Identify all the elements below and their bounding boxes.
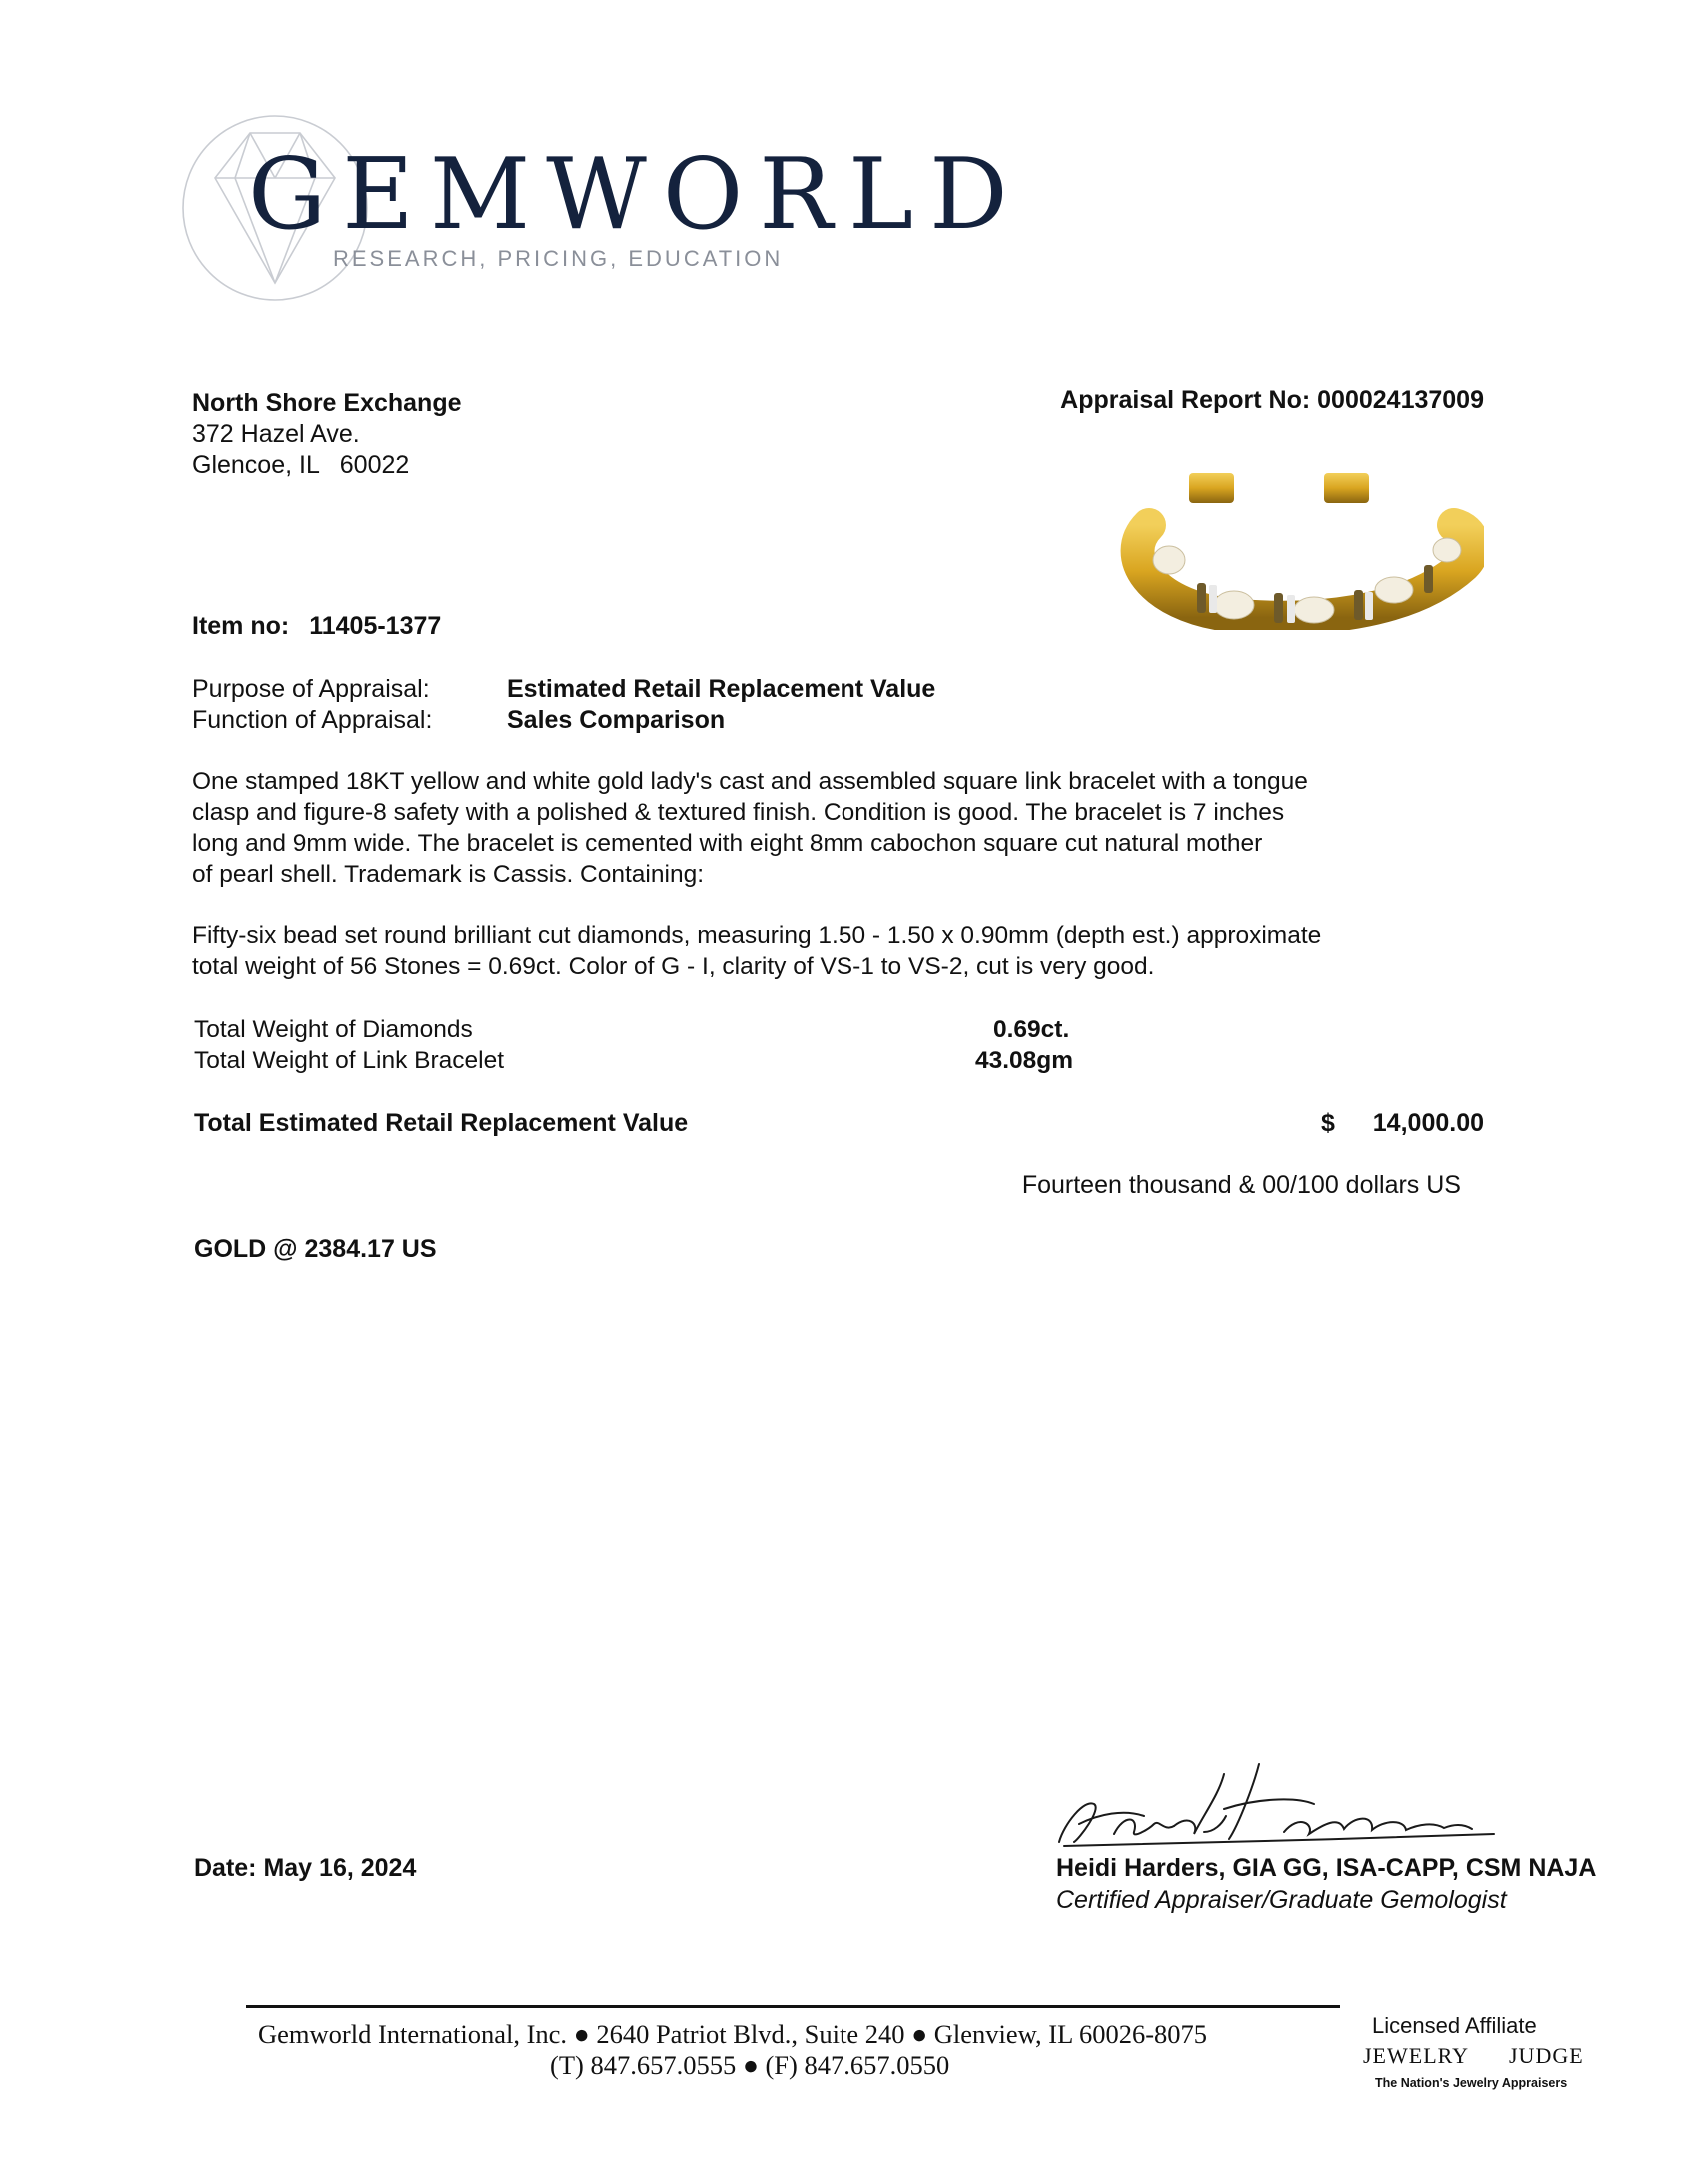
stones-line: total weight of 56 Stones = 0.69ct. Color of G - I, clarity of VS-1 to VS-2, cut is very good. bbox=[192, 953, 1155, 980]
report-number bbox=[1060, 386, 1484, 415]
purpose-value: Estimated Retail Replacement Value bbox=[507, 675, 936, 703]
total-value-currency: $ bbox=[1321, 1109, 1335, 1137]
footer-phone: (T) 847.657.0555 ● (F) 847.657.0550 bbox=[550, 2050, 950, 2080]
diamond-weight-value: 0.69ct. bbox=[993, 1016, 1070, 1043]
purpose-label: Purpose of Appraisal: bbox=[192, 675, 430, 703]
description-line: One stamped 18KT yellow and white gold lady's cast and assembled square link bracelet with a tongue bbox=[192, 768, 1308, 795]
function-label: Function of Appraisal: bbox=[192, 706, 433, 734]
description-line: long and 9mm wide. The bracelet is cemented with eight 8mm cabochon square cut natural mother bbox=[192, 830, 1263, 857]
stones-description bbox=[192, 920, 1491, 982]
client-city: Glencoe, IL 60022 bbox=[192, 451, 410, 479]
client-street: 372 Hazel Ave. bbox=[192, 420, 360, 448]
bracelet-weight-label: Total Weight of Link Bracelet bbox=[194, 1047, 505, 1074]
affiliate-name-right: JUDGE bbox=[1509, 2043, 1584, 2068]
footer-divider bbox=[246, 2005, 1340, 2008]
affiliate-label: Licensed Affiliate bbox=[1372, 2013, 1537, 2038]
affiliate-logo bbox=[1363, 2043, 1584, 2069]
item-number-label: Item no: bbox=[192, 612, 290, 640]
bracelet-weight-value: 43.08gm bbox=[975, 1047, 1074, 1074]
footer-address: Gemworld International, Inc. ● 2640 Patriot Blvd., Suite 240 ● Glenview, IL 60026-8075 bbox=[258, 2019, 1208, 2049]
description-line: clasp and figure-8 safety with a polished & textured finish. Condition is good. The bracelet is 7 inches bbox=[192, 799, 1285, 826]
gold-price: GOLD @ 2384.17 US bbox=[194, 1235, 437, 1263]
affiliate-tagline: The Nation's Jewelry Appraisers bbox=[1375, 2076, 1568, 2090]
appraiser-name: Heidi Harders, GIA GG, ISA-CAPP, CSM NAJA bbox=[1056, 1854, 1597, 1882]
item-description bbox=[192, 766, 1491, 890]
client-name: North Shore Exchange bbox=[192, 389, 462, 417]
bracelet-photo bbox=[1109, 455, 1484, 630]
report-number-label: Appraisal Report No: bbox=[1060, 386, 1311, 414]
function-value: Sales Comparison bbox=[507, 706, 726, 734]
appraisal-date: Date: May 16, 2024 bbox=[194, 1854, 417, 1882]
description-line: of pearl shell. Trademark is Cassis. Containing: bbox=[192, 861, 704, 888]
logo-tagline: RESEARCH, PRICING, EDUCATION bbox=[333, 246, 784, 271]
client-address bbox=[192, 388, 462, 481]
handwritten-signature bbox=[1054, 1754, 1514, 1849]
appraiser-title: Certified Appraiser/Graduate Gemologist bbox=[1056, 1886, 1507, 1914]
report-number-value: 000024137009 bbox=[1317, 386, 1484, 414]
stones-line: Fifty-six bead set round brilliant cut diamonds, measuring 1.50 - 1.50 x 0.90mm (depth est.) approximate bbox=[192, 922, 1322, 949]
logo-wordmark: GEMWORLD bbox=[248, 138, 1024, 252]
total-value-amount: 14,000.00 bbox=[1372, 1109, 1484, 1137]
total-value-label: Total Estimated Retail Replacement Value bbox=[194, 1109, 689, 1137]
total-value-words: Fourteen thousand & 00/100 dollars US bbox=[1021, 1171, 1461, 1199]
item-number-value: 11405-1377 bbox=[309, 612, 442, 640]
item-number bbox=[192, 612, 441, 641]
affiliate-name-left: JEWELRY bbox=[1363, 2043, 1469, 2068]
appraisal-purpose bbox=[192, 674, 935, 736]
diamond-weight-label: Total Weight of Diamonds bbox=[194, 1016, 473, 1043]
